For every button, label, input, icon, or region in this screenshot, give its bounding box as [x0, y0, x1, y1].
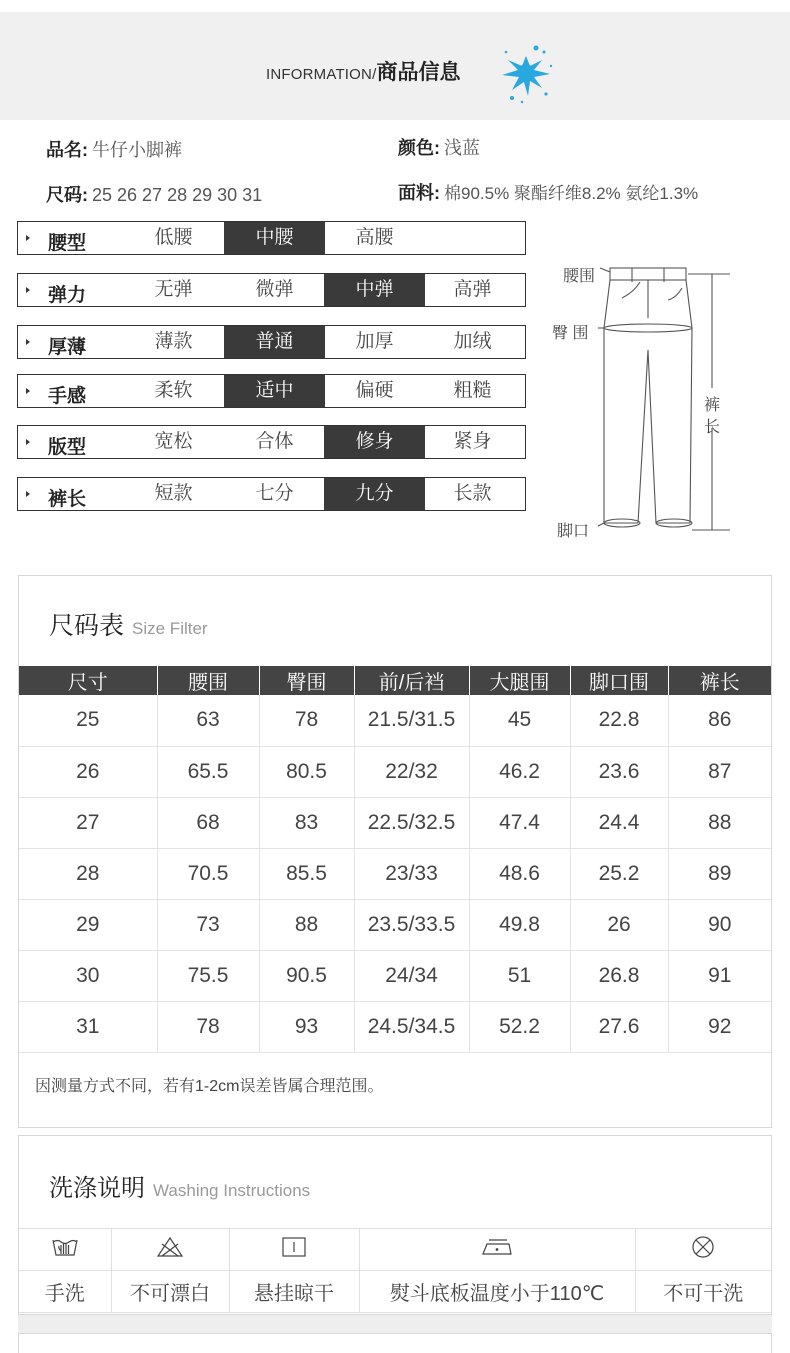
attr-feel: [17, 374, 526, 408]
washing-title: [49, 1168, 310, 1203]
product-color-value: 浅蓝: [444, 138, 480, 158]
table-row: [19, 848, 771, 899]
table-cell: 90: [668, 899, 771, 950]
table-cell: 23/33: [354, 848, 469, 899]
attr-option: 加绒: [453, 331, 492, 352]
table-cell: 65.5: [157, 746, 259, 797]
header-title-en: INFORMATION/: [266, 66, 377, 83]
product-name-row: [46, 136, 182, 162]
wash-label: 不可漂白: [111, 1271, 229, 1313]
attr-option-selected: 中弹: [324, 274, 425, 306]
attr-option: 柔软: [154, 380, 193, 401]
table-cell: 88: [668, 797, 771, 848]
attr-option: 高腰: [355, 227, 394, 248]
diagram-length-label-1: 裤: [704, 397, 721, 414]
product-color-label: 颜色:: [398, 138, 440, 158]
next-section-panel: [18, 1333, 772, 1353]
table-cell: 46.2: [469, 746, 570, 797]
attr-option: 低腰: [154, 227, 193, 248]
table-cell: 85.5: [259, 848, 354, 899]
product-size-row: [46, 181, 262, 207]
table-cell: 70.5: [157, 848, 259, 899]
table-cell: 21.5/31.5: [354, 695, 469, 746]
attr-option: 短款: [154, 483, 193, 504]
table-row: [19, 695, 771, 746]
diagram-length-label-2: 长: [704, 419, 721, 436]
table-cell: 86: [668, 695, 771, 746]
product-fabric-label: 面料:: [398, 183, 440, 203]
iron-low-icon: [359, 1229, 635, 1271]
no-dry-clean-icon: [635, 1229, 771, 1271]
diagram-hip-label: 臀 围: [552, 325, 589, 342]
table-cell: 29: [19, 899, 157, 950]
table-cell: 48.6: [469, 848, 570, 899]
attr-thickness: [17, 325, 526, 359]
table-cell: 22.8: [570, 695, 668, 746]
table-cell: 63: [157, 695, 259, 746]
bullet-icon: [26, 339, 30, 345]
table-cell: 90.5: [259, 950, 354, 1001]
table-cell: 25: [19, 695, 157, 746]
table-row: [19, 899, 771, 950]
table-cell: 83: [259, 797, 354, 848]
product-name-label: 品名:: [46, 140, 88, 160]
table-row: [19, 950, 771, 1001]
table-cell: 26: [19, 746, 157, 797]
table-cell: 27.6: [570, 1001, 668, 1052]
wash-label: 不可干洗: [635, 1271, 771, 1313]
table-cell: 89: [668, 848, 771, 899]
attr-option: 长款: [453, 483, 492, 504]
attr-option: 无弹: [154, 279, 193, 300]
attr-option: 粗糙: [453, 380, 492, 401]
table-cell: 73: [157, 899, 259, 950]
washing-panel: [18, 1135, 772, 1315]
washing-labels-row: [19, 1271, 771, 1313]
header-title-cn: 商品信息: [376, 61, 461, 84]
bullet-icon: [26, 287, 30, 293]
attr-label: 弹力: [48, 285, 87, 306]
attr-waist-type: [17, 221, 526, 255]
attr-option: 加厚: [355, 331, 394, 352]
attr-option-selected: 适中: [224, 375, 325, 407]
attr-label: 手感: [48, 386, 87, 407]
col-header: 臀围: [259, 666, 354, 695]
washing-table: [19, 1228, 771, 1313]
table-cell: 24/34: [354, 950, 469, 1001]
attr-option: 合体: [255, 431, 294, 452]
product-color-row: [398, 134, 480, 160]
attr-option-selected: 普通: [224, 326, 325, 358]
table-cell: 28: [19, 848, 157, 899]
attr-option: 微弹: [255, 279, 294, 300]
header-title: [266, 56, 460, 86]
table-cell: 93: [259, 1001, 354, 1052]
size-table-title-cn: 尺码表: [49, 612, 125, 640]
attr-label: 腰型: [48, 233, 87, 254]
table-cell: 26.8: [570, 950, 668, 1001]
diagram-waist-label: 腰围: [563, 268, 596, 285]
size-table-panel: [18, 575, 772, 1128]
table-cell: 92: [668, 1001, 771, 1052]
attr-option: 偏硬: [355, 380, 394, 401]
table-cell: 88: [259, 899, 354, 950]
table-cell: 47.4: [469, 797, 570, 848]
col-header: 尺寸: [19, 666, 157, 695]
paint-splash-icon: [498, 42, 554, 104]
wash-label: 手洗: [19, 1271, 111, 1313]
hang-dry-icon: [229, 1229, 359, 1271]
washing-icons-row: [19, 1229, 771, 1271]
info-header: [0, 12, 790, 120]
table-cell: 78: [157, 1001, 259, 1052]
wash-label: 悬挂晾干: [229, 1271, 359, 1313]
size-table-title: [49, 606, 208, 642]
no-bleach-icon: [111, 1229, 229, 1271]
bullet-icon: [26, 235, 30, 241]
attr-label: 版型: [48, 437, 87, 458]
col-header: 裤长: [668, 666, 771, 695]
col-header: 前/后裆: [354, 666, 469, 695]
attr-option: 紧身: [453, 431, 492, 452]
attr-stretch: [17, 273, 526, 307]
table-cell: 24.4: [570, 797, 668, 848]
table-cell: 25.2: [570, 848, 668, 899]
table-cell: 31: [19, 1001, 157, 1052]
product-size-label: 尺码:: [46, 185, 88, 205]
col-header: 腰围: [157, 666, 259, 695]
attr-option: 宽松: [154, 431, 193, 452]
product-fabric-value: 棉90.5% 聚酯纤维8.2% 氨纶1.3%: [444, 184, 699, 203]
diagram-hem-label: 脚口: [557, 523, 590, 540]
table-cell: 22/32: [354, 746, 469, 797]
hand-wash-icon: [19, 1229, 111, 1271]
bullet-icon: [26, 491, 30, 497]
attr-option-selected: 修身: [324, 426, 425, 458]
table-row: [19, 746, 771, 797]
attr-option-selected: 九分: [324, 478, 425, 510]
table-cell: 51: [469, 950, 570, 1001]
washing-title-cn: 洗涤说明: [49, 1175, 145, 1202]
attr-option-selected: 中腰: [224, 222, 325, 254]
bullet-icon: [26, 388, 30, 394]
col-header: 大腿围: [469, 666, 570, 695]
table-cell: 24.5/34.5: [354, 1001, 469, 1052]
attr-label: 裤长: [48, 489, 87, 510]
bullet-icon: [26, 439, 30, 445]
size-table-header-row: [19, 666, 771, 695]
table-row: [19, 797, 771, 848]
table-cell: 30: [19, 950, 157, 1001]
table-cell: 68: [157, 797, 259, 848]
table-cell: 87: [668, 746, 771, 797]
table-cell: 52.2: [469, 1001, 570, 1052]
table-cell: 26: [570, 899, 668, 950]
attr-option: 七分: [255, 483, 294, 504]
table-cell: 75.5: [157, 950, 259, 1001]
table-cell: 91: [668, 950, 771, 1001]
product-fabric-row: [398, 179, 698, 205]
table-cell: 23.6: [570, 746, 668, 797]
attr-length: [17, 477, 526, 511]
table-cell: 49.8: [469, 899, 570, 950]
attr-option: 高弹: [453, 279, 492, 300]
section-divider: [18, 1315, 772, 1333]
washing-title-en: Washing Instructions: [153, 1181, 311, 1200]
size-table-title-en: Size Filter: [132, 619, 208, 638]
size-table: [19, 666, 771, 1053]
table-cell: 80.5: [259, 746, 354, 797]
table-cell: 23.5/33.5: [354, 899, 469, 950]
attr-label: 厚薄: [48, 337, 87, 358]
wash-label: 熨斗底板温度小于110℃: [359, 1271, 635, 1313]
col-header: 脚口围: [570, 666, 668, 695]
product-size-value: 25 26 27 28 29 30 31: [92, 185, 263, 205]
size-table-note: 因测量方式不同，若有1-2cm误差皆属合理范围。: [35, 1078, 384, 1095]
table-row: [19, 1001, 771, 1052]
table-cell: 22.5/32.5: [354, 797, 469, 848]
table-cell: 27: [19, 797, 157, 848]
product-name-value: 牛仔小脚裤: [92, 140, 182, 160]
attr-option: 薄款: [154, 331, 193, 352]
table-cell: 78: [259, 695, 354, 746]
attr-fit: [17, 425, 526, 459]
table-cell: 45: [469, 695, 570, 746]
